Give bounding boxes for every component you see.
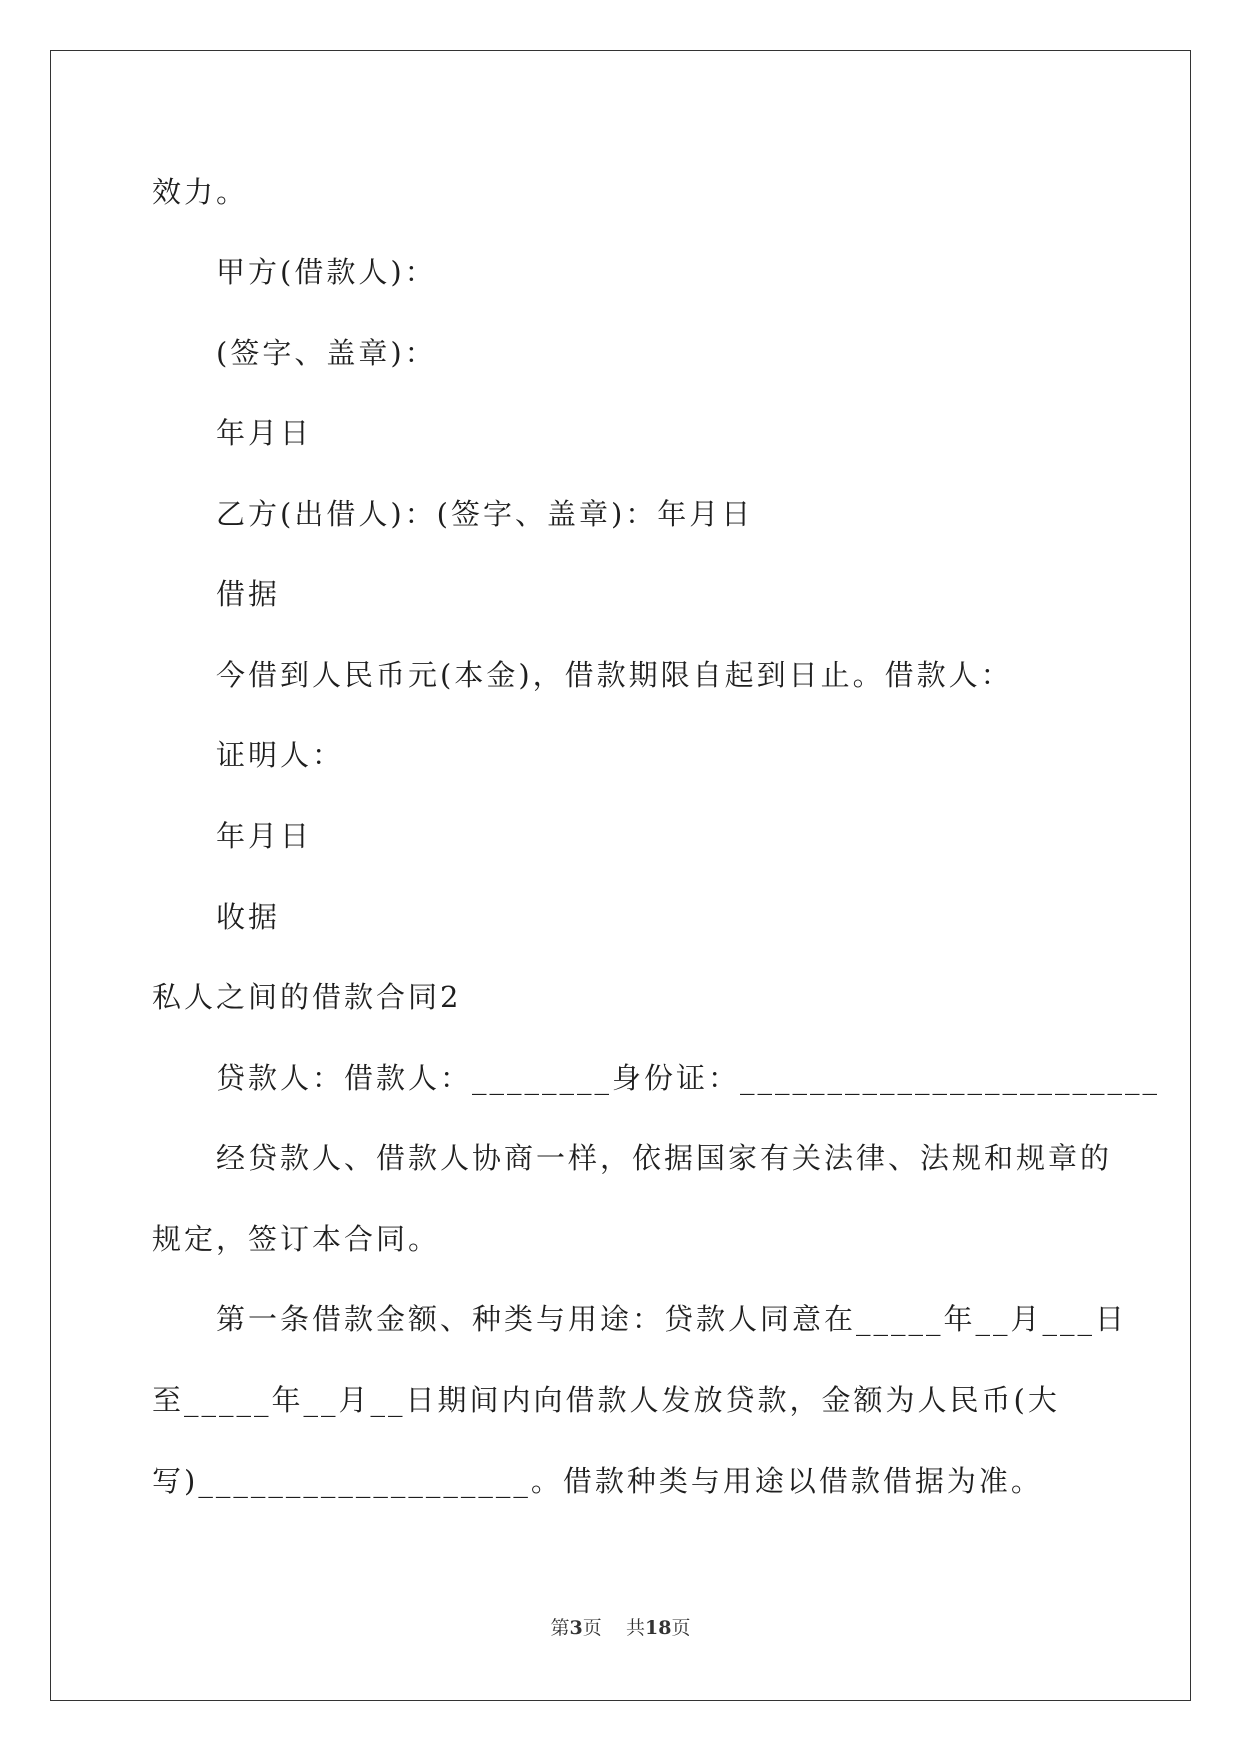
text-line-14: 规定，签订本合同。 [152, 1222, 441, 1256]
text-line-3: (签字、盖章)： [216, 336, 437, 370]
page-footer [0, 1616, 1241, 1640]
text-line-17: 写)___________________。借款种类与用途以借款借据为准。 [152, 1464, 1043, 1498]
text-line-8: 证明人： [216, 738, 345, 772]
text-line-10: 收据 [216, 900, 281, 934]
text-line-13: 经贷款人、借款人协商一样，依据国家有关法律、法规和规章的 [216, 1141, 1113, 1175]
text-line-6: 借据 [216, 577, 281, 611]
text-line-4: 年月日 [216, 416, 313, 450]
text-line-1: 效力。 [152, 175, 249, 209]
page-label-suffix: 页 [582, 1617, 602, 1639]
text-line-7: 今借到人民币元(本金)，借款期限自起到日止。借款人： [216, 658, 1013, 692]
section-heading: 私人之间的借款合同2 [152, 980, 462, 1014]
text-line-2: 甲方(借款人)： [216, 255, 437, 289]
text-line-9: 年月日 [216, 819, 313, 853]
text-line-12: 贷款人：借款人：________身份证：________________________ [216, 1061, 1161, 1095]
total-label-prefix: 共 [625, 1617, 645, 1639]
page-border [50, 50, 1191, 1701]
total-pages: 18 [644, 1617, 672, 1639]
text-line-16: 至_____年__月__日期间内向借款人发放贷款，金额为人民币(大 [152, 1383, 1060, 1417]
page-label-prefix: 第 [550, 1617, 570, 1639]
text-line-15: 第一条借款金额、种类与用途：贷款人同意在_____年__月___日 [216, 1302, 1128, 1336]
total-label-suffix: 页 [671, 1617, 691, 1639]
text-line-5: 乙方(出借人)：(签字、盖章)：年月日 [216, 497, 754, 531]
page-number: 3 [569, 1617, 583, 1639]
